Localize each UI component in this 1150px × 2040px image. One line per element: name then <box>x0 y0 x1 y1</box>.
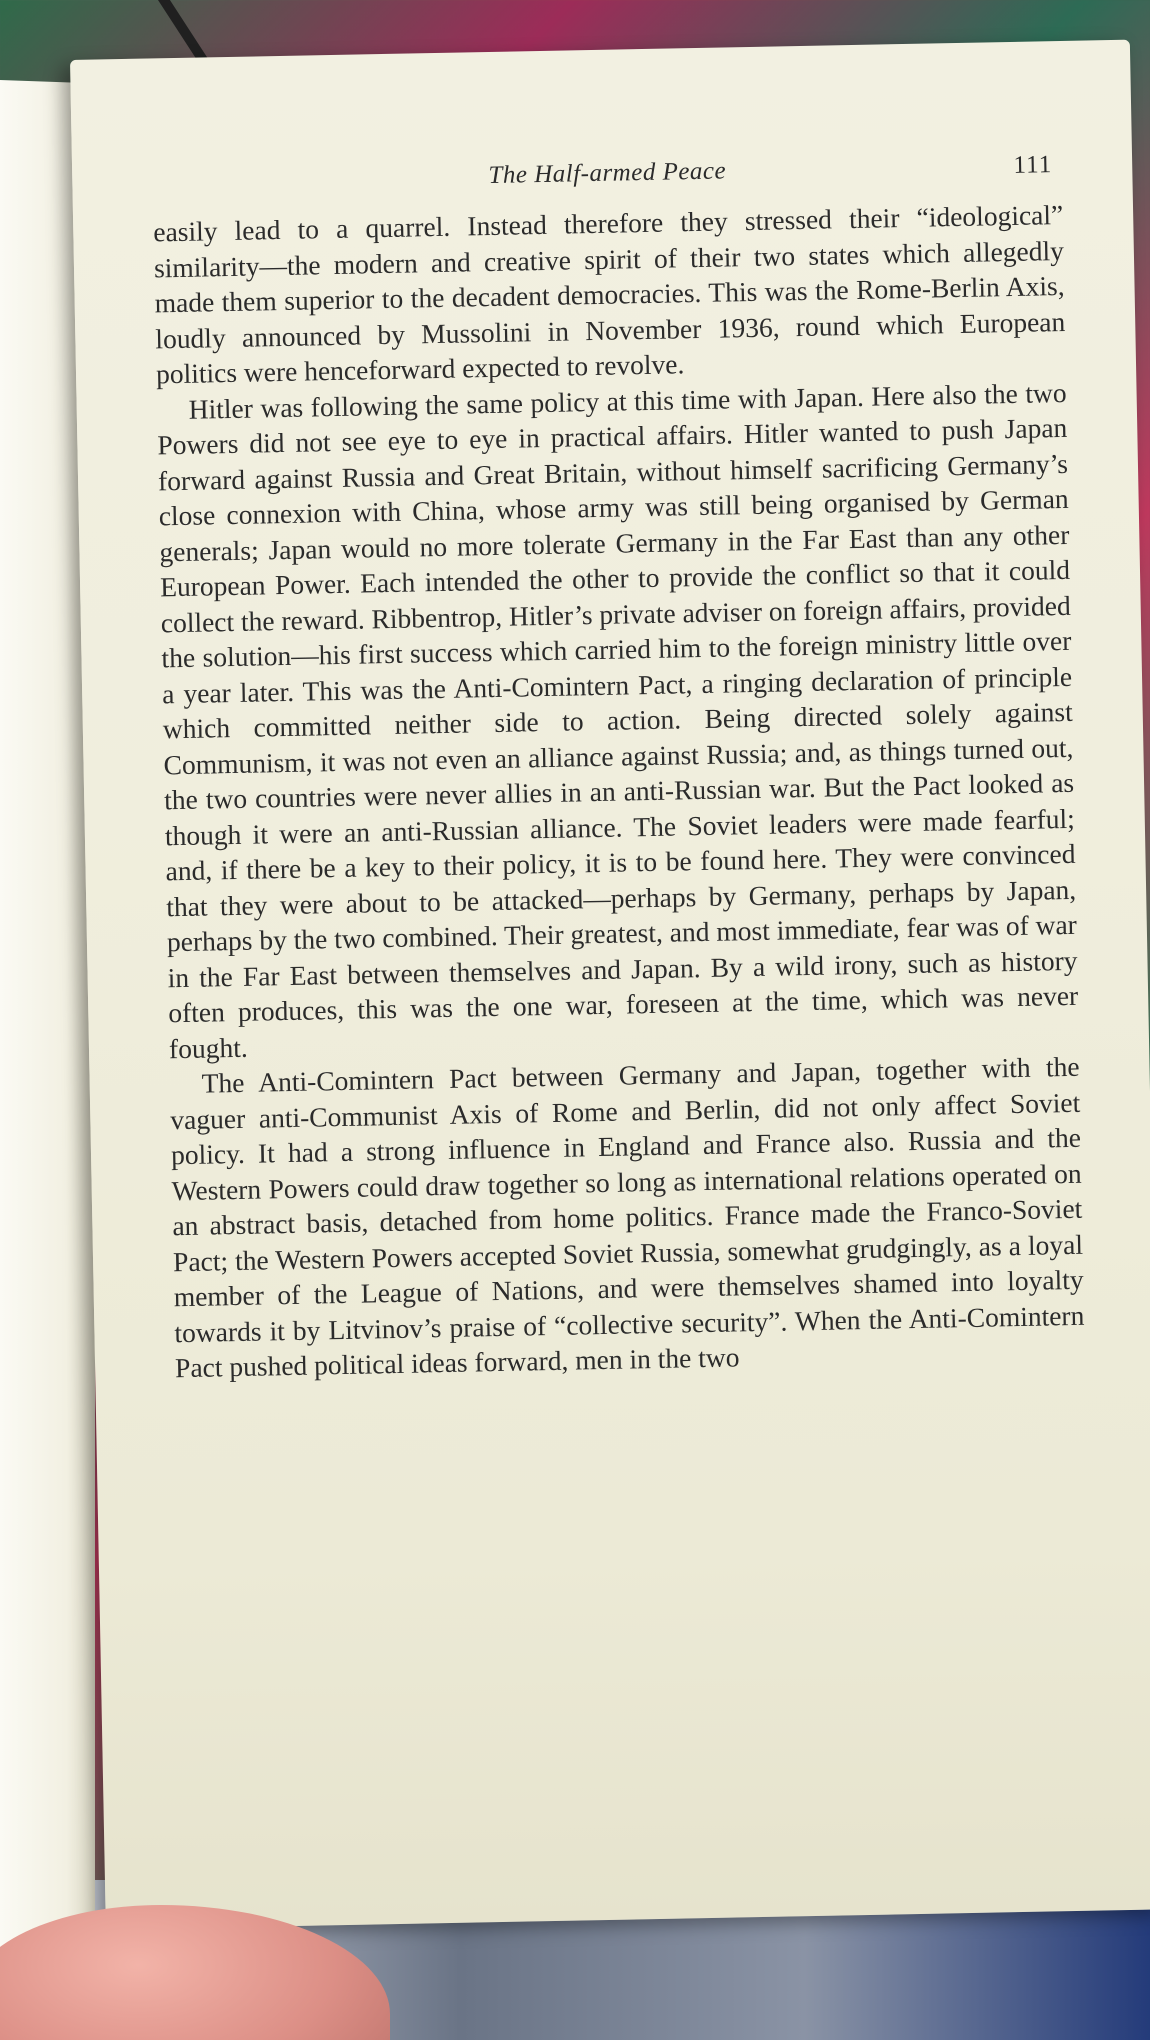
body-text <box>153 197 1085 1386</box>
paragraph: easily lead to a quarrel. Instead therefore they stressed their “ideological” similarity—the modern and creative spirit of their two states which allegedly made them superior to the decadent democracies. This was the Rome-Berlin Axis, loudly announced by Mussolini in November 1936, round which European politics were henceforward expected to revolve. <box>153 198 1066 390</box>
book-page <box>70 40 1150 1930</box>
page-number: 111 <box>1013 151 1053 179</box>
paragraph: The Anti-Comintern Pact between Germany and Japan, together with the vaguer anti-Communist Axis of Rome and Berlin, did not only affect Soviet policy. It had a strong influence in England and France also. Russia and the Western Powers could draw together so long as international relations operated on an abstract basis, detached from home politics. France made the Franco-Soviet Pact; the Western Powers accepted Soviet Russia, somewhat grudgingly, as a loyal member of the League of Nations, and were themselves shamed into loyalty towards it by Litvinov’s praise of “collective security”. When the Anti-Comintern Pact pushed political ideas forward, men in the two <box>170 1050 1085 1384</box>
running-title: The Half-armed Peace <box>488 157 727 189</box>
page-content <box>152 151 1085 1386</box>
paragraph: Hitler was following the same policy at this time with Japan. Here also the two Powers did not see eye to eye in practical affairs. Hitler wanted to push Japan forward against Russia and Great Britain, without himself sacrificing Germany’s close connexion with China, whose army was still being organised by German generals; Japan would no more tolerate Germany in the Far East than any other European Power. Each intended the other to provide the conflict so that it could collect the reward. Ribbentrop, Hitler’s private adviser on foreign affairs, provided the solution—his first success which carried him to the foreign ministry little over a year later. This was the Anti-Comintern Pact, a ringing declaration of principle which committed neither side to action. Being directed solely against Communism, it was not even an alliance against Russia; and, as things turned out, the two countries were never allies in an anti-Russian war. But the Pact looked as though it were an anti-Russian alliance. The Soviet leaders were made fearful; and, if there be a key to their policy, it is to be found here. They were convinced that they were about to be attacked—perhaps by Germany, perhaps by Japan, perhaps by the two combined. Their greatest, and most immediate, fear was of war in the Far East between themselves and Japan. By a wild irony, such as history often produces, this was the one war, foreseen at the time, which was never fought. <box>157 376 1079 1064</box>
